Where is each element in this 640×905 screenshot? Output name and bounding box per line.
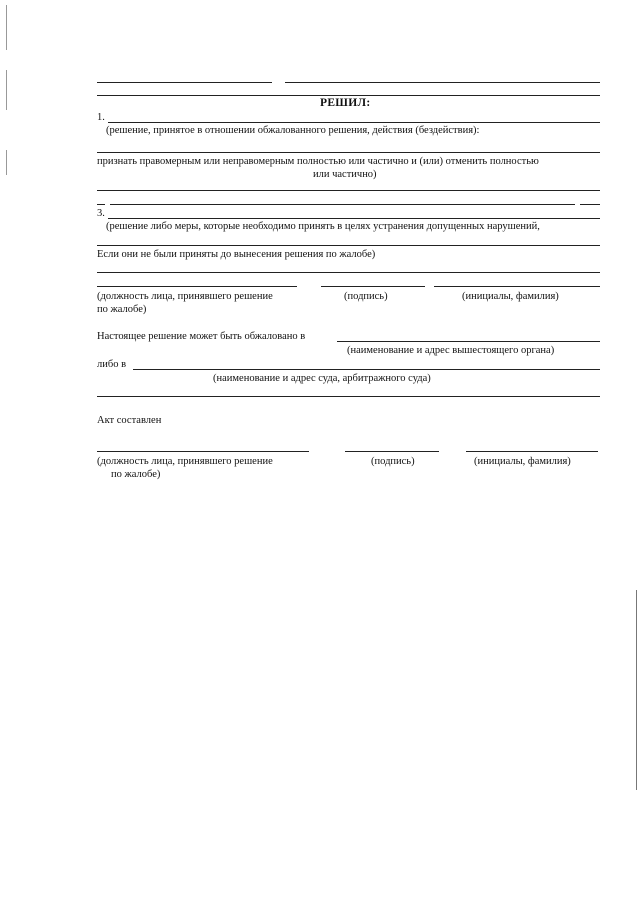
item3-line: [108, 218, 600, 219]
item1-options-line1: признать правомерным или неправомерным полностью или частично и (или) отменить полностью: [97, 156, 539, 167]
scan-artifact-right: [636, 590, 637, 790]
blank-line-top-c: [97, 95, 600, 96]
sign1-name-line: [434, 286, 600, 287]
item2-line-2a: [97, 204, 105, 205]
appeal-caption: (наименование и адрес вышестоящего органа): [347, 345, 555, 356]
document-heading: РЕШИЛ:: [320, 97, 371, 109]
item3-line-3: [97, 272, 600, 273]
sign2-name-line: [466, 451, 598, 452]
or-line: [133, 369, 600, 370]
sign1-position-caption-2: по жалобе): [97, 304, 147, 315]
sign1-name-caption: (инициалы, фамилия): [462, 291, 559, 302]
item1-line: [108, 122, 600, 123]
sign2-signature-line: [345, 451, 439, 452]
item2-line-2c: [580, 204, 600, 205]
sign1-signature-caption: (подпись): [344, 291, 388, 302]
item1-options-line2: или частично): [313, 169, 377, 180]
item1-line-2: [97, 152, 600, 153]
item2-line-1: [97, 190, 600, 191]
or-line-2: [97, 396, 600, 397]
or-text: либо в: [97, 359, 127, 370]
item1-caption: (решение, принятое в отношении обжалованного решения, действия (бездействия):: [106, 125, 480, 136]
sign2-position-caption-2: по жалобе): [111, 469, 161, 480]
item2-line-2b: [110, 204, 575, 205]
item3-line-2: [97, 245, 600, 246]
or-caption: (наименование и адрес суда, арбитражного суда): [213, 373, 431, 384]
scan-artifact-left-top: [6, 5, 7, 50]
blank-line-top-a: [97, 82, 272, 83]
act-label: Акт составлен: [97, 415, 162, 426]
blank-line-top-b: [285, 82, 600, 83]
sign2-name-caption: (инициалы, фамилия): [474, 456, 571, 467]
item1-number: 1.: [97, 112, 105, 123]
sign2-position-caption-1: (должность лица, принявшего решение: [97, 456, 273, 467]
scan-artifact-left-mid: [6, 70, 7, 110]
sign1-signature-line: [321, 286, 425, 287]
appeal-text: Настоящее решение может быть обжаловано в: [97, 331, 306, 342]
sign1-position-caption-1: (должность лица, принявшего решение: [97, 291, 273, 302]
sign2-position-line: [97, 451, 309, 452]
item3-number: 3.: [97, 208, 105, 219]
sign2-signature-caption: (подпись): [371, 456, 415, 467]
scan-artifact-left-low: [6, 150, 7, 175]
item3-caption: (решение либо меры, которые необходимо принять в целях устранения допущенных нарушений,: [106, 221, 540, 232]
appeal-line: [337, 341, 600, 342]
item3-condition: Если они не были приняты до вынесения решения по жалобе): [97, 249, 376, 260]
sign1-position-line: [97, 286, 297, 287]
